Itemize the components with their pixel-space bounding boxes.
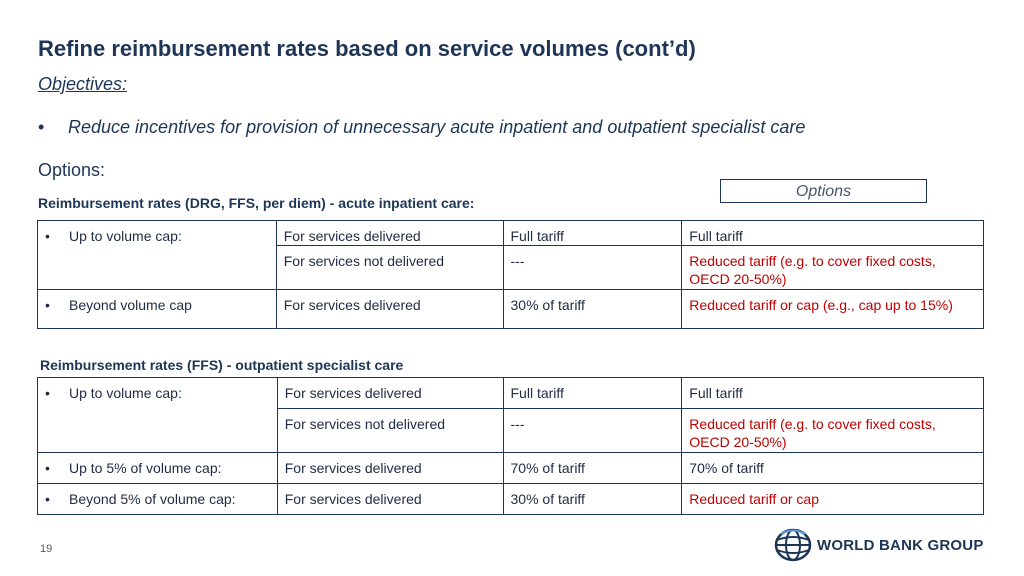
cap-label: Up to 5% of volume cap: — [69, 460, 222, 476]
bullet: • — [45, 228, 50, 244]
cap-label: Beyond 5% of volume cap: — [69, 491, 236, 507]
service-cell: For services delivered — [276, 290, 503, 329]
world-bank-logo — [773, 528, 984, 562]
bullet: • — [45, 297, 50, 313]
section1-heading: Reimbursement rates (DRG, FFS, per diem) - acute inpatient care: — [38, 195, 475, 211]
bullet: • — [38, 117, 45, 137]
table-row — [38, 484, 984, 515]
current-cell: 30% of tariff — [503, 484, 682, 515]
bullet: • — [45, 491, 50, 507]
table-row — [38, 290, 984, 329]
current-cell: Full tariff — [503, 378, 682, 409]
globe-icon — [773, 528, 813, 562]
current-cell: 30% of tariff — [503, 290, 682, 329]
cap-cell — [38, 378, 278, 453]
objective-item — [38, 117, 805, 138]
service-cell: For services not delivered — [277, 409, 503, 453]
service-cell: For services delivered — [277, 453, 503, 484]
section2-heading: Reimbursement rates (FFS) - outpatient specialist care — [40, 357, 404, 373]
current-cell: 70% of tariff — [503, 453, 682, 484]
options-box: Options — [720, 179, 927, 203]
bullet: • — [45, 385, 50, 401]
cap-cell — [38, 290, 277, 329]
cap-label: Up to volume cap: — [69, 385, 182, 401]
option-cell: Full tariff — [682, 378, 984, 409]
service-cell: For services delivered — [276, 221, 503, 246]
logo-text: WORLD BANK GROUP — [817, 536, 984, 554]
service-cell: For services delivered — [277, 484, 503, 515]
service-cell: For services not delivered — [276, 246, 503, 290]
option-cell: Full tariff — [682, 221, 984, 246]
cap-label: Beyond volume cap — [69, 297, 192, 313]
page-number: 19 — [40, 543, 53, 555]
current-cell: --- — [503, 246, 682, 290]
bullet: • — [45, 460, 50, 476]
outpatient-table — [37, 377, 984, 515]
option-cell: 70% of tariff — [682, 453, 984, 484]
cap-label: Up to volume cap: — [69, 228, 182, 244]
table-row — [38, 221, 984, 246]
page-title: Refine reimbursement rates based on service volumes (cont’d) — [38, 36, 696, 61]
current-cell: --- — [503, 409, 682, 453]
table-row — [38, 453, 984, 484]
option-cell: Reduced tariff or cap — [682, 484, 984, 515]
option-cell: Reduced tariff or cap (e.g., cap up to 15%) — [682, 290, 984, 329]
option-cell: Reduced tariff (e.g. to cover fixed costs, OECD 20-50%) — [682, 246, 984, 290]
service-cell: For services delivered — [277, 378, 503, 409]
option-cell: Reduced tariff (e.g. to cover fixed costs, OECD 20-50%) — [682, 409, 984, 453]
objective-text: Reduce incentives for provision of unnecessary acute inpatient and outpatient specialist care — [68, 117, 806, 137]
objectives-label: Objectives: — [38, 74, 128, 94]
table-row — [38, 378, 984, 409]
cap-cell — [38, 453, 278, 484]
cap-cell — [38, 221, 277, 290]
cap-cell — [38, 484, 278, 515]
options-label: Options: — [38, 160, 106, 180]
current-cell: Full tariff — [503, 221, 682, 246]
inpatient-table — [37, 220, 984, 329]
